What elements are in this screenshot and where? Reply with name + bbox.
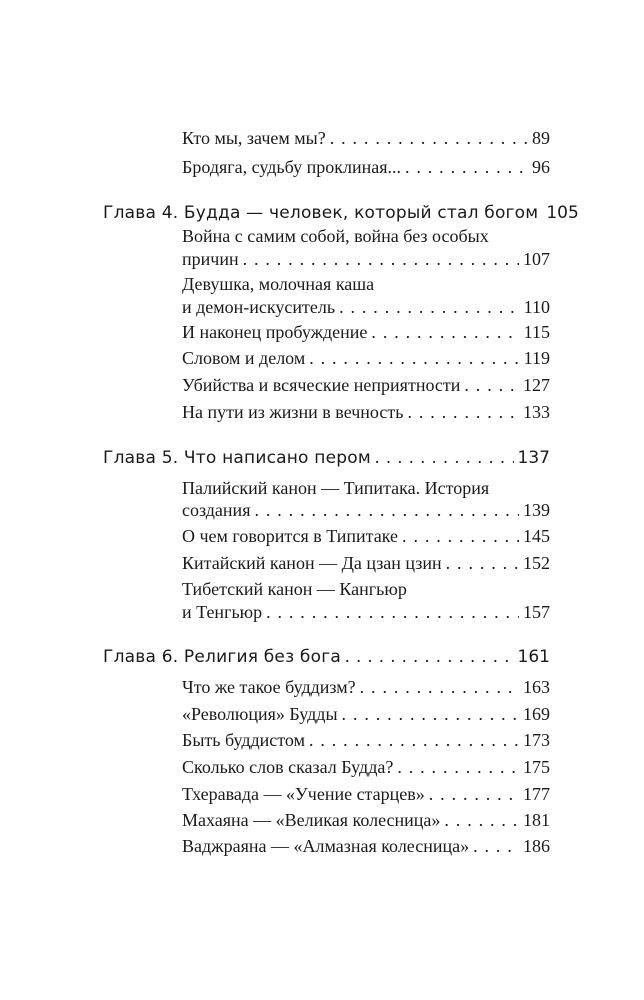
entry-title-line: Война с самим собой, война без особых bbox=[182, 226, 489, 246]
page-number: 175 bbox=[523, 757, 550, 777]
toc-entry bbox=[182, 497, 550, 523]
dot-leader bbox=[254, 497, 519, 523]
dot-leader bbox=[342, 701, 519, 727]
page-number: 186 bbox=[523, 836, 550, 856]
page-number: 173 bbox=[523, 730, 550, 750]
page-number: 137 bbox=[517, 448, 550, 468]
toc-entry bbox=[182, 319, 550, 345]
dot-leader bbox=[402, 523, 519, 549]
entry-title: создания bbox=[182, 500, 251, 520]
page-number: 139 bbox=[523, 500, 550, 520]
page-number: 177 bbox=[523, 784, 550, 804]
dot-leader bbox=[309, 345, 519, 371]
chapter-heading bbox=[103, 643, 550, 670]
dot-leader bbox=[407, 399, 519, 425]
dot-leader bbox=[330, 125, 528, 151]
entry-title: причин bbox=[182, 249, 239, 269]
entry-title: И наконец пробуждение bbox=[182, 322, 368, 342]
page-number: 110 bbox=[523, 297, 550, 317]
dot-leader bbox=[429, 781, 519, 807]
chapter-title: Глава 5. Что написано пером bbox=[103, 448, 371, 468]
dot-leader bbox=[266, 599, 519, 625]
entry-title: Китайский канон — Да цзан цзин bbox=[182, 553, 442, 573]
page-number: 89 bbox=[532, 128, 550, 148]
toc-entry bbox=[182, 807, 550, 833]
entry-title: Быть буддистом bbox=[182, 730, 305, 750]
chapter-heading bbox=[103, 444, 550, 471]
toc-entry bbox=[182, 727, 550, 753]
entry-title: и Тенгьюр bbox=[182, 602, 263, 622]
chapter-heading bbox=[103, 199, 579, 226]
entry-title: Убийства и всяческие неприятности bbox=[182, 375, 461, 395]
entry-title: Кто мы, зачем мы? bbox=[182, 128, 326, 148]
dot-leader bbox=[243, 246, 519, 272]
entry-title: Сколько слов сказал Будда? bbox=[182, 757, 394, 777]
toc-entry bbox=[182, 399, 550, 425]
entry-title-line: Девушка, молочная каша bbox=[182, 274, 375, 294]
dot-leader bbox=[345, 643, 514, 669]
page-number: 133 bbox=[523, 402, 550, 422]
dot-leader bbox=[444, 807, 519, 833]
toc-entry bbox=[182, 701, 550, 727]
chapter-title: Глава 6. Религия без бога bbox=[103, 647, 341, 667]
entry-title: Что же такое буддизм? bbox=[182, 677, 356, 697]
toc-entry bbox=[182, 599, 550, 625]
toc-entry bbox=[182, 523, 550, 549]
page-number: 96 bbox=[532, 157, 550, 177]
dot-leader bbox=[339, 294, 520, 320]
page-number: 105 bbox=[546, 203, 579, 223]
page-number: 169 bbox=[523, 704, 550, 724]
entry-title: Словом и делом bbox=[182, 348, 306, 368]
entry-title-line: Тибетский канон — Кангьюр bbox=[182, 579, 407, 599]
page-number: 157 bbox=[523, 602, 550, 622]
toc-entry bbox=[182, 372, 550, 398]
entry-title: Махаяна — «Великая колесница» bbox=[182, 810, 441, 830]
page-number: 152 bbox=[523, 553, 550, 573]
dot-leader bbox=[360, 674, 519, 700]
dot-leader bbox=[309, 727, 519, 753]
page-number: 119 bbox=[523, 348, 550, 368]
toc-entry bbox=[182, 345, 550, 371]
chapter-title: Глава 4. Будда — человек, который стал богом bbox=[103, 203, 539, 223]
page-number: 161 bbox=[517, 647, 550, 667]
entry-title: На пути из жизни в вечность bbox=[182, 402, 404, 422]
entry-title: и демон-искуситель bbox=[182, 297, 336, 317]
entry-title: Тхеравада — «Учение старцев» bbox=[182, 784, 425, 804]
toc-entry bbox=[182, 154, 550, 180]
toc-entry bbox=[182, 550, 550, 576]
entry-title: Ваджраяна — «Алмазная колесница» bbox=[182, 836, 470, 856]
page-number: 127 bbox=[523, 375, 550, 395]
dot-leader bbox=[405, 154, 528, 180]
dot-leader bbox=[397, 754, 519, 780]
page-number: 107 bbox=[523, 249, 550, 269]
entry-title: О чем говорится в Типитаке bbox=[182, 526, 399, 546]
toc-entry bbox=[182, 294, 550, 320]
toc-entry bbox=[182, 674, 550, 700]
entry-title: «Революция» Будды bbox=[182, 704, 338, 724]
toc-entry bbox=[182, 833, 550, 859]
dot-leader bbox=[371, 319, 519, 345]
dot-leader bbox=[473, 833, 519, 859]
page-number: 115 bbox=[523, 322, 550, 342]
entry-title: Бродяга, судьбу проклиная... bbox=[182, 157, 401, 177]
page-number: 181 bbox=[523, 810, 550, 830]
toc-entry bbox=[182, 781, 550, 807]
toc-entry bbox=[182, 125, 550, 151]
toc-entry bbox=[182, 754, 550, 780]
dot-leader bbox=[446, 550, 519, 576]
entry-title-line: Палийский канон — Типитака. История bbox=[182, 478, 490, 498]
dot-leader bbox=[375, 444, 514, 470]
page-number: 145 bbox=[523, 526, 550, 546]
page-number: 163 bbox=[523, 677, 550, 697]
dot-leader bbox=[464, 372, 519, 398]
toc-entry bbox=[182, 246, 550, 272]
